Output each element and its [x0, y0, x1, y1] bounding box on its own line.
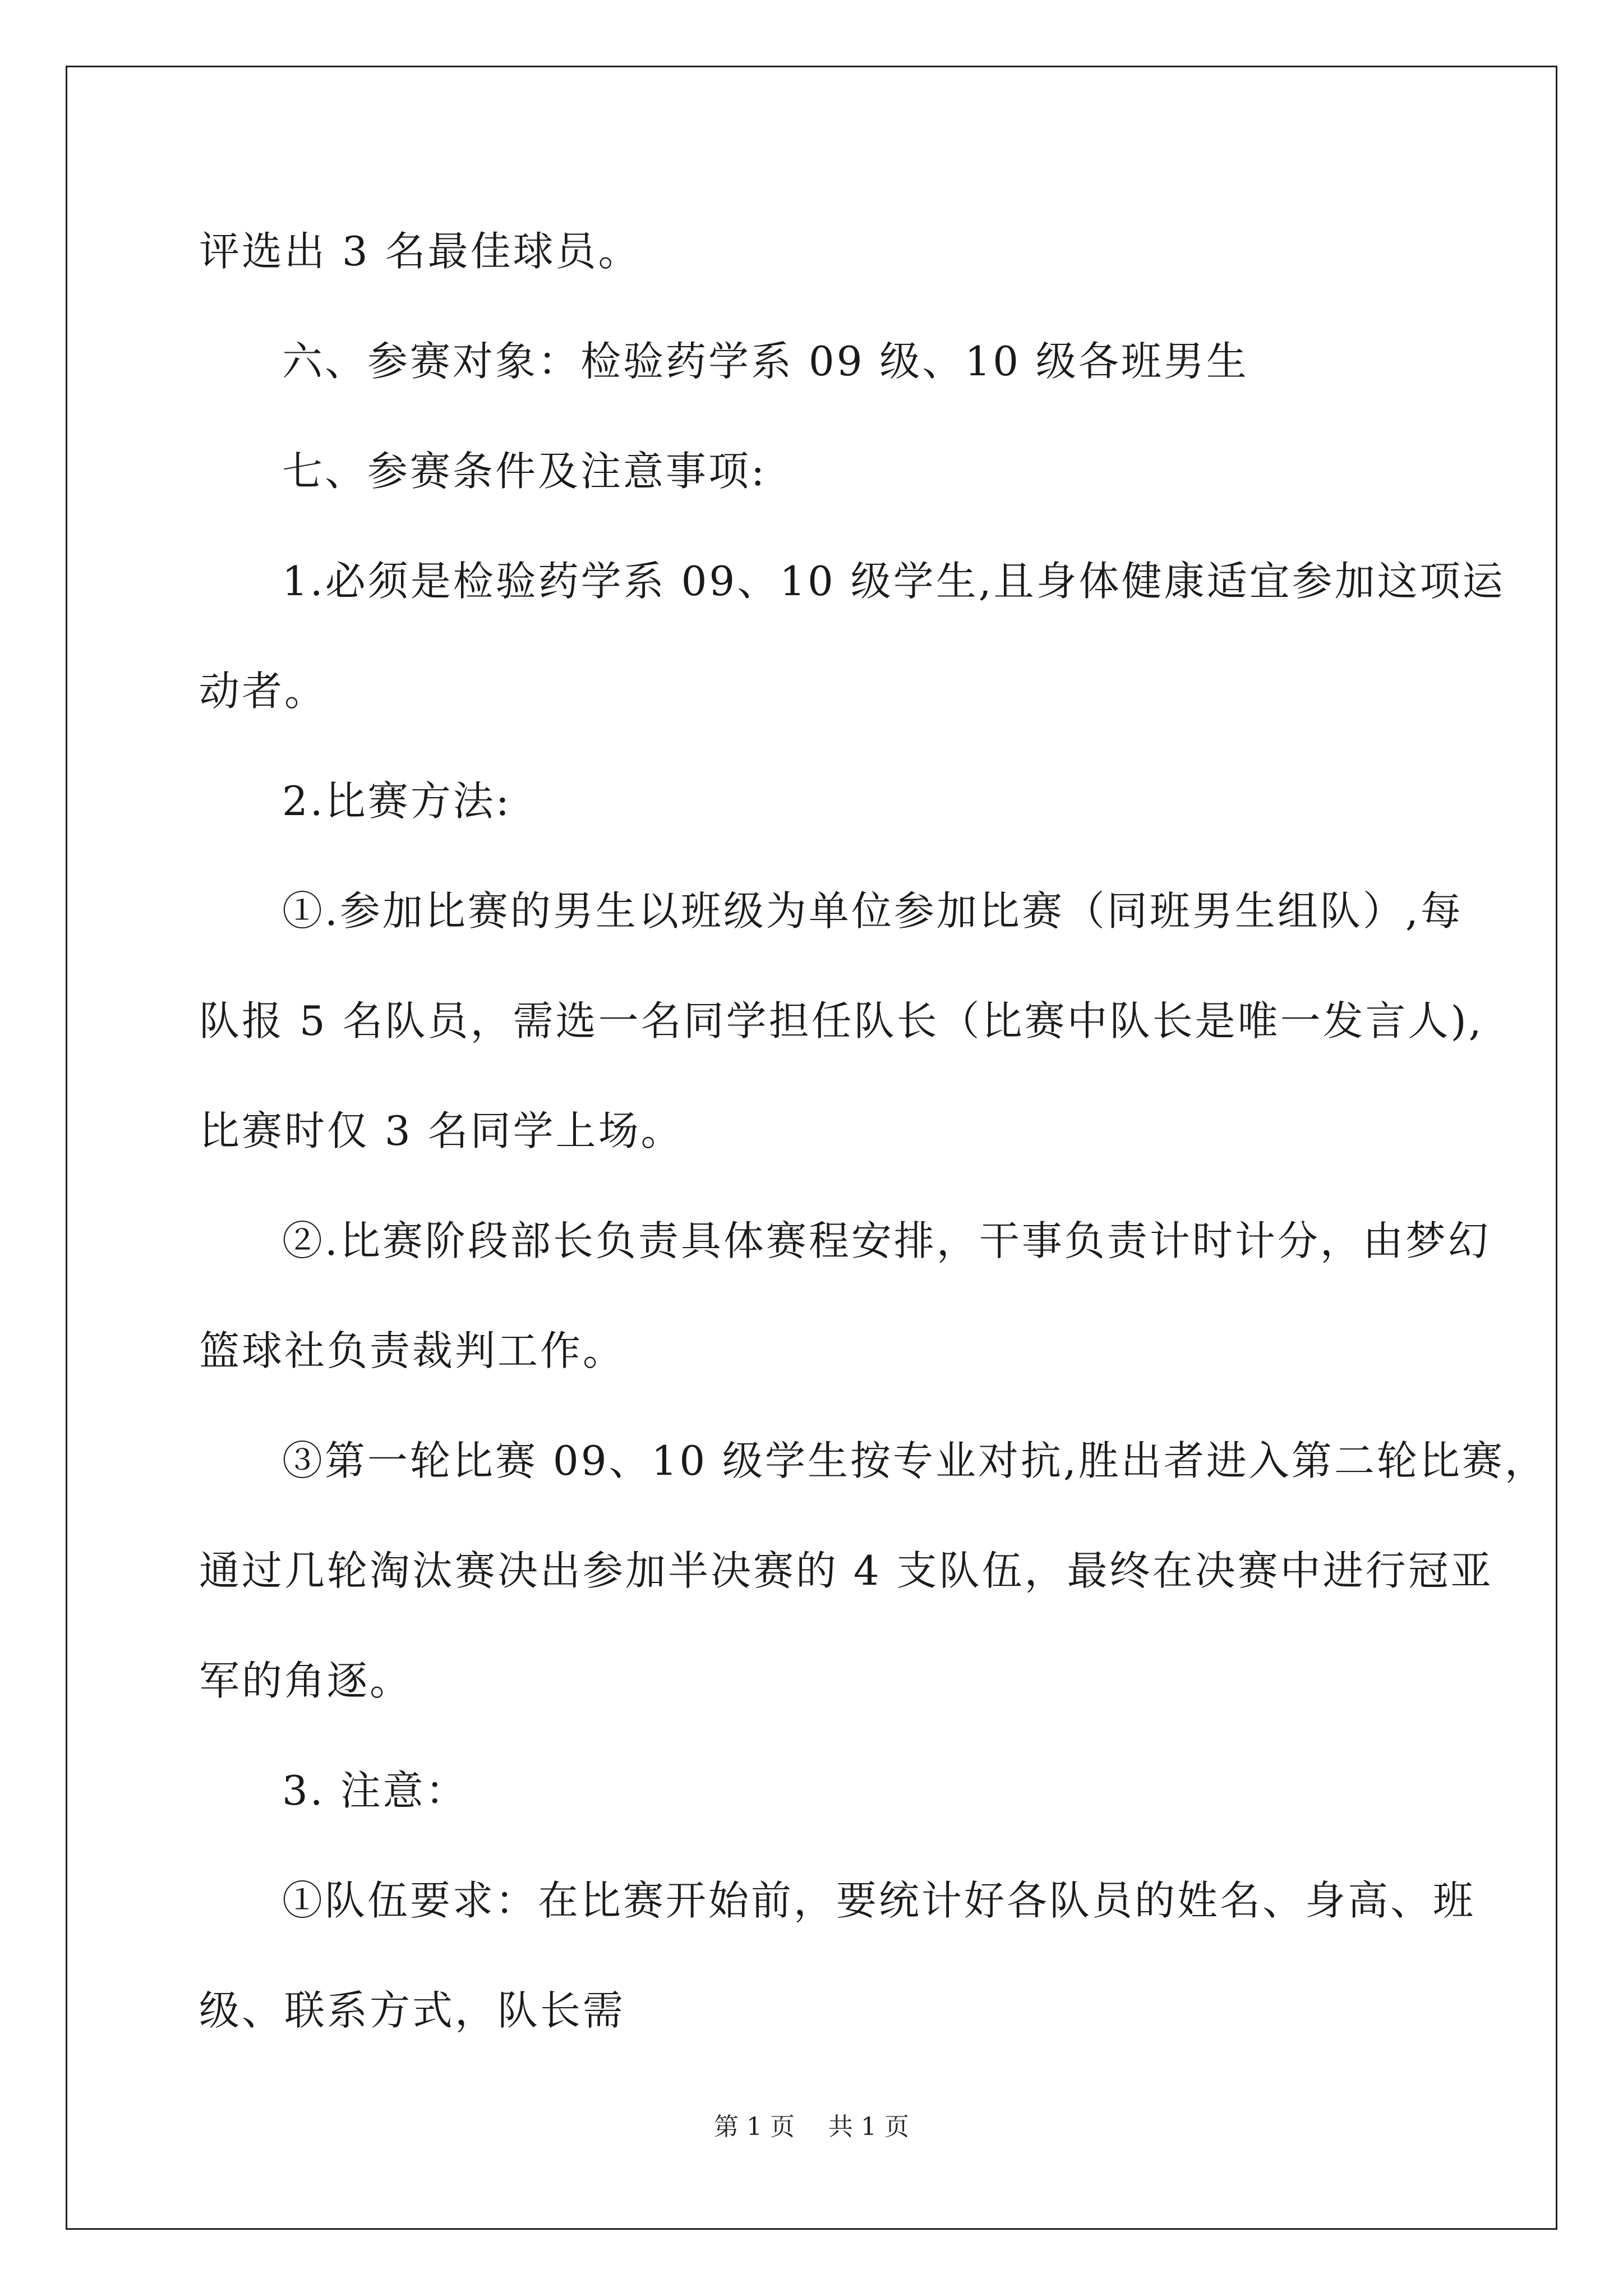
paragraph-line: 通过几轮淘汰赛决出参加半决赛的 4 支队伍，最终在决赛中进行冠亚 — [199, 1547, 1493, 1594]
paragraph-line: 比赛时仅 3 名同学上场。 — [199, 1107, 684, 1154]
paragraph-line: ②.比赛阶段部长负责具体赛程安排，干事负责计时计分，由梦幻 — [282, 1217, 1491, 1264]
paragraph-line: 队报 5 名队员，需选一名同学担任队长（比赛中队长是唯一发言人), — [199, 997, 1484, 1045]
paragraph-line: 动者。 — [199, 668, 328, 715]
paragraph-line: 军的角逐。 — [199, 1657, 413, 1704]
page-total: 共 1 页 — [828, 2113, 909, 2141]
section-heading: 六、参赛对象：检验药学系 09 级、10 级各班男生 — [282, 338, 1249, 385]
paragraph-line: ①.参加比赛的男生以班级为单位参加比赛（同班男生组队）,每 — [282, 887, 1463, 935]
paragraph-line: ③第一轮比赛 09、10 级学生按专业对抗,胜出者进入第二轮比赛， — [282, 1437, 1547, 1484]
paragraph-line: 篮球社负责裁判工作。 — [199, 1327, 626, 1374]
page-number: 第 1 页 — [714, 2113, 795, 2141]
paragraph-line: 级、联系方式，队长需 — [199, 1987, 626, 2034]
paragraph-line: 评选出 3 名最佳球员。 — [199, 228, 641, 275]
paragraph-line: 1.必须是检验药学系 09、10 级学生,且身体健康适宜参加这项运 — [282, 558, 1505, 605]
paragraph-line: ①队伍要求：在比赛开始前，要统计好各队员的姓名、身高、班 — [282, 1877, 1476, 1924]
subsection-heading: 2.比赛方法: — [282, 777, 511, 825]
page-footer — [0, 2115, 1623, 2139]
subsection-heading: 3. 注意： — [282, 1767, 468, 1814]
section-heading: 七、参赛条件及注意事项: — [282, 448, 767, 495]
